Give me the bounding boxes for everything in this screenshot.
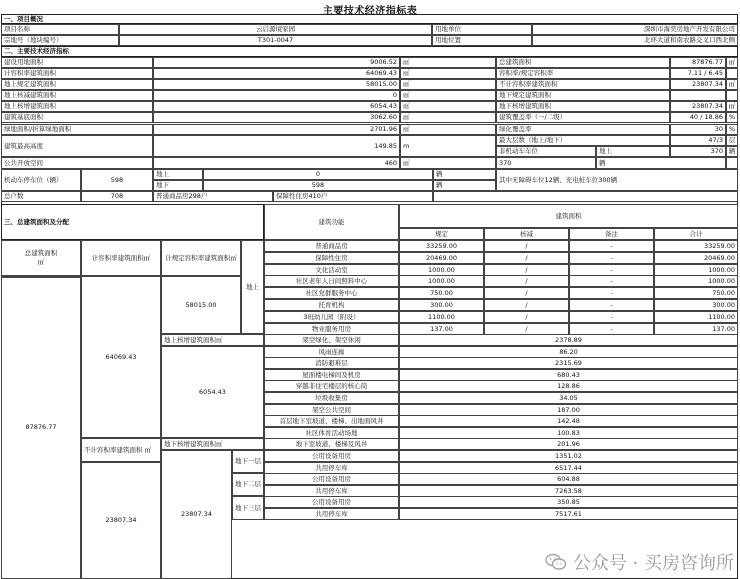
area-value: 2378.89: [399, 334, 738, 346]
field-label: 容积率/规定容积率: [496, 68, 670, 79]
field-label: 用地单位: [432, 24, 532, 35]
unit-label: ㎡: [400, 79, 496, 90]
unit-label: 辆: [596, 157, 726, 169]
column-header: 建筑面积: [399, 204, 738, 228]
area-value: -: [569, 240, 654, 252]
field-value: 普通商品房298户: [153, 191, 273, 202]
column-header: 规定: [399, 228, 484, 240]
unit-label: 辆: [433, 180, 496, 191]
field-label: 地上: [596, 146, 670, 157]
function-name: 首层地下室坡道、楼梯、出地面风井: [264, 415, 399, 427]
field-label: 建筑基底面积: [1, 112, 153, 123]
area-value: -: [569, 323, 654, 335]
area-value: 7263.58: [399, 485, 738, 497]
area-value: -: [569, 287, 654, 299]
field-value: 370: [670, 146, 726, 157]
column-header: 地上: [241, 240, 264, 334]
area-value: 128.86: [399, 380, 738, 392]
field-value: 598: [203, 180, 433, 191]
function-name: 消防避难层: [264, 357, 399, 369]
page-title: 主要技术经济指标表: [322, 6, 418, 17]
field-value: 云启源境家园: [119, 24, 432, 35]
area-value: 1000.00: [654, 264, 738, 276]
area-value: 1100.00: [399, 311, 484, 323]
area-value: 1000.00: [399, 275, 484, 287]
floor-label: 地下一层: [232, 450, 264, 473]
column-header: 合计: [654, 228, 738, 240]
field-label: 地上规定建筑面积: [1, 79, 153, 90]
section-heading: 二、主要技术经济指标: [1, 46, 738, 57]
function-name: 风雨连廊: [264, 346, 399, 358]
field-label: 机动车停车位（辆）: [1, 169, 81, 191]
area-value: 1000.00: [654, 275, 738, 287]
function-name: 地下室坡道、楼梯及风井: [264, 438, 399, 450]
function-name: 架空公共空间: [264, 404, 399, 416]
field-value: T301-0047: [119, 35, 432, 46]
field-value: 23807.34: [670, 79, 726, 90]
function-name: 社区老年人日间照料中心: [264, 275, 399, 287]
area-value: -: [569, 252, 654, 264]
function-name: 公用设备用房: [264, 496, 399, 508]
floor-label: 地下三层: [232, 496, 264, 520]
field-value: 深圳市海奕房地产开发有限公司: [532, 24, 738, 35]
field-label: 计容积率建筑面积: [1, 68, 153, 79]
unit-label: ㎡: [726, 101, 738, 112]
area-value: 680.43: [399, 369, 738, 381]
field-value: 其中无障碍车位12辆、充电桩车位300辆: [496, 169, 738, 191]
field-value: 9006.52: [153, 57, 400, 68]
field-label: 地上: [153, 169, 203, 180]
field-label: 不计容积率建筑面积: [496, 79, 670, 90]
area-value: 20469.00: [654, 252, 738, 264]
function-name: 共用停车库: [264, 508, 399, 520]
column-header: 计规定容积率建筑面积㎡: [161, 240, 241, 276]
field-value: 0: [153, 90, 400, 101]
watermark: [545, 549, 734, 575]
group-total: 6054.43: [161, 346, 264, 438]
area-value: 750.00: [654, 287, 738, 299]
unit-label: %: [726, 124, 738, 135]
field-value: 460: [153, 157, 400, 169]
col-total-unit: ㎡: [37, 258, 45, 266]
function-name: 3班幼儿园（附设）: [264, 311, 399, 323]
field-value: 23807.34: [670, 101, 726, 112]
function-name: 物业服务用房: [264, 323, 399, 335]
field-value: 保障性住房410户: [273, 191, 433, 202]
unit-label: ㎡: [400, 124, 496, 135]
column-header: 计容积率建筑面积㎡: [81, 240, 161, 276]
unit-label: 层: [726, 135, 738, 146]
unit-label: ㎡: [726, 57, 738, 68]
field-label: 建筑最高高度: [1, 135, 153, 157]
area-value: /: [484, 264, 569, 276]
field-value: 598: [81, 169, 153, 191]
field-value: 40 / 18.86: [670, 112, 726, 123]
function-name: 屋面楼电梯间及机房: [264, 369, 399, 381]
unit-label: [726, 90, 738, 101]
column-header: 备注: [569, 228, 654, 240]
unit-label: ㎡: [400, 101, 496, 112]
area-value: 1351.02: [399, 450, 738, 462]
field-value: 7.11 / 6.45: [670, 68, 726, 79]
function-name: 公用设备用房: [264, 473, 399, 485]
function-name: 文化活动室: [264, 264, 399, 276]
area-value: 300.00: [654, 299, 738, 311]
column-header: 地下核增建筑面积㎡: [161, 438, 264, 450]
field-value: 3062.60: [153, 112, 400, 123]
area-value: /: [484, 275, 569, 287]
area-value: 20469.00: [399, 252, 484, 264]
function-name: 穿越非住宅楼层的核心筒: [264, 380, 399, 392]
field-label: 地上核减建筑面积: [1, 90, 153, 101]
area-value: 86.20: [399, 346, 738, 358]
field-label: 总户数: [1, 191, 81, 202]
area-value: 33259.00: [399, 240, 484, 252]
group-total: 23807.34: [81, 462, 161, 579]
field-value: 6054.43: [153, 101, 400, 112]
field-label: 地下规定建筑面积: [496, 90, 670, 101]
function-name: 保障性住房: [264, 252, 399, 264]
unit-label: ㎡: [400, 57, 496, 68]
field-label: 用地位置: [432, 35, 532, 46]
field-value: 30: [670, 124, 726, 135]
field-label: 公共开放空间: [1, 157, 153, 169]
function-name: 垃圾收集房: [264, 392, 399, 404]
area-value: 137.00: [399, 323, 484, 335]
area-value: /: [484, 311, 569, 323]
function-name: 架空绿化、架空休闲: [264, 334, 399, 346]
column-header: 核减: [484, 228, 569, 240]
floor-label: 地下二层: [232, 473, 264, 496]
field-label: 地下: [153, 180, 203, 191]
area-value: 137.00: [654, 323, 738, 335]
group-total: 58015.00: [161, 276, 241, 334]
field-value: 47/3: [670, 135, 726, 146]
area-value: 750.00: [399, 287, 484, 299]
area-value: /: [484, 252, 569, 264]
table-cell: [433, 191, 738, 202]
field-label: 绿化覆盖率: [496, 124, 670, 135]
function-name: 共用停车库: [264, 462, 399, 474]
area-value: 142.48: [399, 415, 738, 427]
area-value: 2315.69: [399, 357, 738, 369]
area-value: -: [569, 311, 654, 323]
area-value: 187.00: [399, 404, 738, 416]
field-label: 地下核增建筑面积: [496, 101, 670, 112]
unit-label: m: [400, 135, 496, 157]
unit-label: 辆: [433, 169, 496, 180]
field-value: 149.85: [153, 135, 400, 157]
function-name: 社区体育活动场地: [264, 427, 399, 439]
field-value: [670, 90, 726, 101]
function-name: 社区党群服务中心: [264, 287, 399, 299]
field-label: 最大层数（地上/地下）: [496, 135, 670, 146]
area-value: /: [484, 240, 569, 252]
watermark-text: 公众号 · 买房咨询所: [572, 553, 734, 574]
area-value: /: [484, 299, 569, 311]
table-cell: [726, 157, 738, 169]
area-value: /: [484, 323, 569, 335]
area-value: /: [484, 287, 569, 299]
field-value: 58015.00: [153, 79, 400, 90]
function-name: 托育机构: [264, 299, 399, 311]
group-total: 64069.43: [81, 276, 161, 438]
column-header: 不计容积率建筑面积 ㎡: [81, 438, 161, 462]
column-header: 建筑功能: [264, 204, 399, 240]
unit-label: [726, 68, 738, 79]
field-label: 绿地面积/折算绿地面积: [1, 124, 153, 135]
field-label: 建筑覆盖率（一/二级）: [496, 112, 670, 123]
column-header: [1, 240, 81, 276]
unit-label: ㎡: [400, 112, 496, 123]
unit-label: 辆: [726, 146, 738, 157]
wechat-icon: [545, 553, 567, 571]
function-name: 公用设备用房: [264, 450, 399, 462]
field-label: 非机动车车位: [496, 146, 596, 157]
area-value: 1100.00: [654, 311, 738, 323]
field-value: 北环大道和南农路交叉口西北侧: [532, 35, 738, 46]
function-name: 普通商品房: [264, 240, 399, 252]
field-label: 建设用地面积: [1, 57, 153, 68]
field-label: 宗地号（地块编号）: [1, 35, 119, 46]
unit-label: ㎡: [400, 90, 496, 101]
area-value: 7517.61: [399, 508, 738, 520]
area-value: 1000.00: [399, 264, 484, 276]
unit-label: ㎡: [726, 79, 738, 90]
area-value: 350.85: [399, 496, 738, 508]
field-label: 地上核增建筑面积: [1, 101, 153, 112]
area-value: 33259.00: [654, 240, 738, 252]
group-total: 87876.77: [1, 276, 81, 579]
area-value: -: [569, 299, 654, 311]
field-label: 项目名称: [1, 24, 119, 35]
field-label: 总建筑面积: [496, 57, 670, 68]
area-value: 604.88: [399, 473, 738, 485]
field-value: 2701.96: [153, 124, 400, 135]
area-value: -: [569, 264, 654, 276]
function-name: 共用停车库: [264, 485, 399, 497]
unit-label: ㎡: [400, 68, 496, 79]
area-value: -: [569, 275, 654, 287]
area-value: 201.96: [399, 438, 738, 450]
field-value: 0: [203, 169, 433, 180]
area-value: 34.05: [399, 392, 738, 404]
col-total-label: 总建筑面积: [24, 248, 58, 257]
area-value: 300.00: [399, 299, 484, 311]
field-value: 370: [496, 157, 596, 169]
group-total: 23807.34: [161, 450, 232, 579]
field-value: 87876.77: [670, 57, 726, 68]
area-value: 100.83: [399, 427, 738, 439]
column-header: 地上核增建筑面积㎡: [161, 334, 264, 346]
area-value: 6517.44: [399, 462, 738, 474]
field-value: 708: [81, 191, 153, 202]
section-heading: 三、总建筑面积及分配: [1, 204, 264, 240]
field-value: 64069.43: [153, 68, 400, 79]
unit-label: %: [726, 112, 738, 123]
unit-label: ㎡: [400, 157, 496, 169]
section-heading: 一、项目概况: [1, 14, 738, 24]
